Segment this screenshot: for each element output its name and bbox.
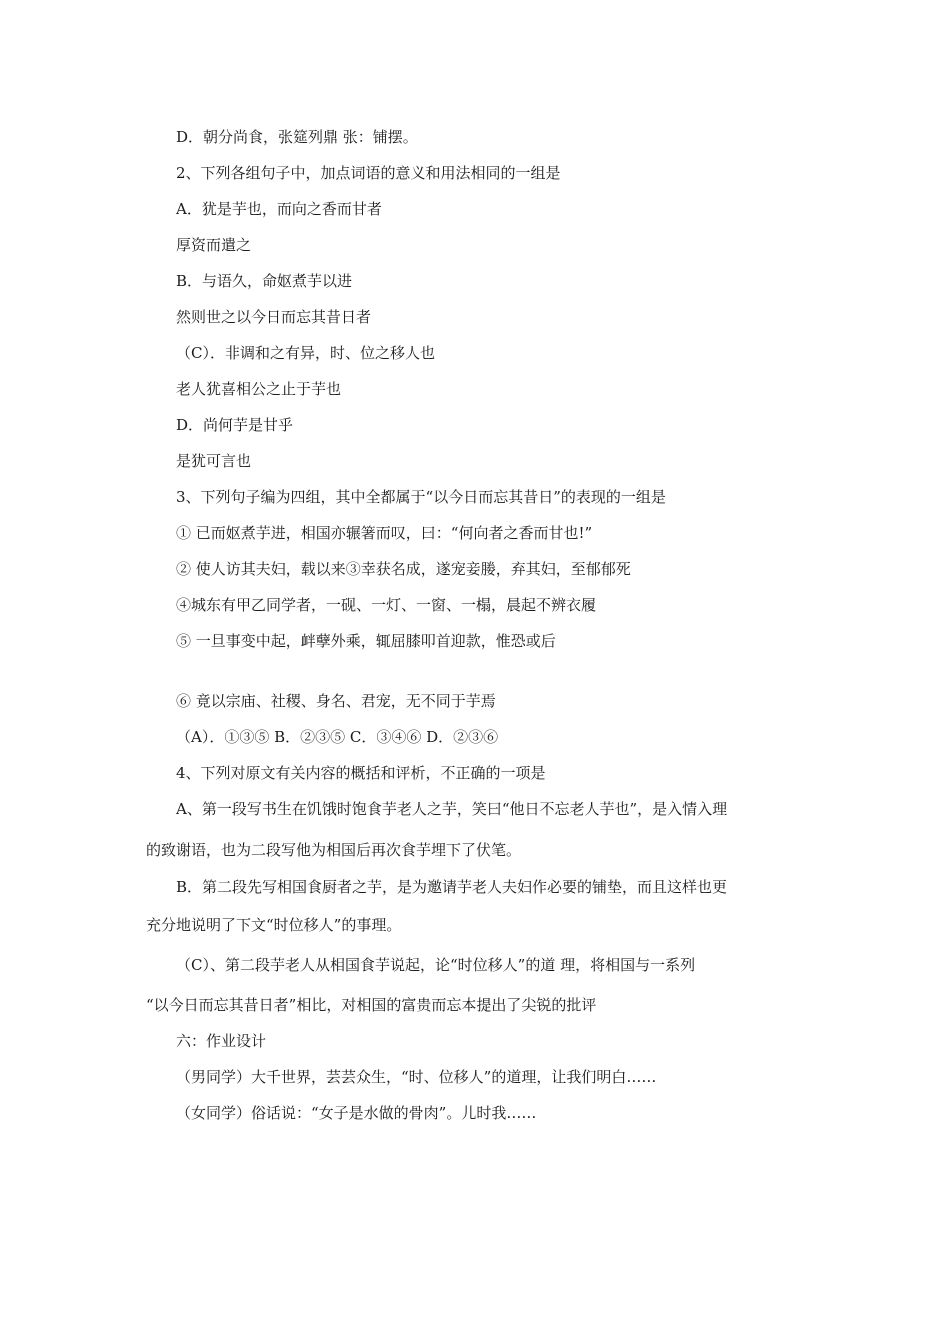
q2-option-c-second: 老人犹喜相公之止于芋也 [176, 380, 342, 398]
q3-answer-options: （A）．①③⑤ B．②③⑤ C．③④⑥ D．②③⑥ [176, 728, 499, 746]
assignment-girls: （女同学）俗话说：“女子是水做的骨肉”。儿时我…… [176, 1104, 537, 1122]
section-6-title: 六：作业设计 [176, 1032, 267, 1050]
q2-option-c: （C）．非调和之有异，时、位之移人也 [176, 344, 435, 362]
q4-option-a-cont: 的致谢语，也为二段写他为相国后再次食芋埋下了伏笔。 [146, 841, 522, 859]
q4-option-c-cont: “以今日而忘其昔日者”相比，对相国的富贵而忘本提出了尖锐的批评 [146, 996, 597, 1014]
q3-item-6: ⑥ 竟以宗庙、社稷、身名、君宠，无不同于芋焉 [176, 692, 496, 710]
q4-option-c: （C）、第二段芋老人从相国食芋说起，论“时位移人”的道 理，将相国与一系列 [176, 956, 696, 974]
q3-item-1: ① 已而妪煮芋进，相国亦辗箸而叹，曰：“何向者之香而甘也!” [176, 524, 593, 542]
q3-item-4: ④城东有甲乙同学者，一砚、一灯、一窗、一榻，晨起不辨衣履 [176, 596, 597, 614]
q4-option-b-cont: 充分地说明了下文“时位移人”的事理。 [146, 916, 402, 934]
q4-option-b: B．第二段先写相国食厨者之芋，是为邀请芋老人夫妇作必要的铺垫，而且这样也更 [176, 878, 728, 896]
q2-option-b-second: 然则世之以今日而忘其昔日者 [176, 308, 372, 326]
question-3: 3、下列句子编为四组，其中全都属于“以今日而忘其昔日”的表现的一组是 [176, 488, 666, 506]
option-d-line: D．朝分尚食，张筵列鼎 张：铺摆。 [176, 128, 418, 146]
assignment-boys: （男同学）大千世界，芸芸众生，“时、位移人”的道理，让我们明白…… [176, 1068, 657, 1086]
q2-option-a-second: 厚资而遣之 [176, 236, 252, 254]
q4-option-a: A、第一段写书生在饥饿时饱食芋老人之芋，笑曰“他日不忘老人芋也”，是入情入理 [176, 800, 728, 818]
q2-option-b: B．与语久，命妪煮芋以进 [176, 272, 353, 290]
q2-option-a: A．犹是芋也，而向之香而甘者 [176, 200, 382, 218]
q3-item-5: ⑤ 一旦事变中起，衅孽外乘，辄屈膝叩首迎款，惟恐或后 [176, 632, 556, 650]
question-4: 4、下列对原文有关内容的概括和评析，不正确的一项是 [176, 764, 546, 782]
q2-option-d-second: 是犹可言也 [176, 452, 252, 470]
q2-option-d: D．尚何芋是甘乎 [176, 416, 294, 434]
question-2: 2、下列各组句子中，加点词语的意义和用法相同的一组是 [176, 164, 561, 182]
q3-item-2-3: ② 使人访其夫妇，载以来③幸获名成，遂宠妾媵，弃其妇，至郁郁死 [176, 560, 631, 578]
